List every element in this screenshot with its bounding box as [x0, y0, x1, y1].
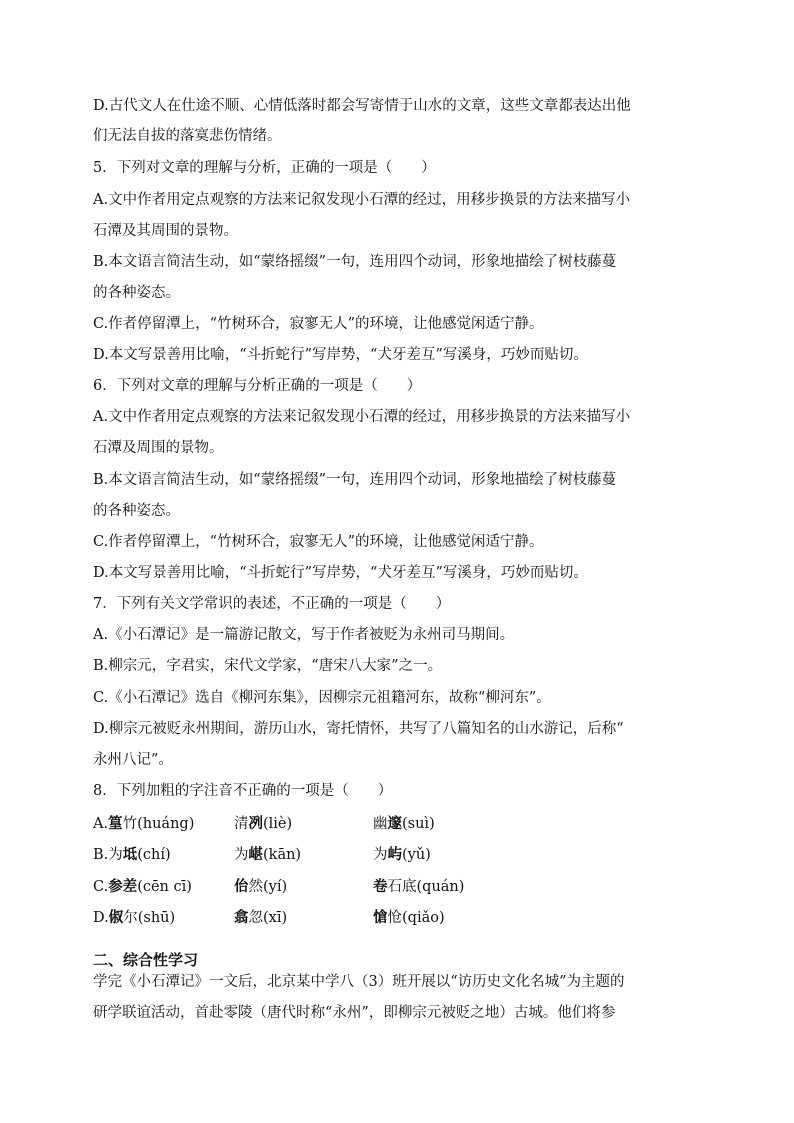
text-line: 永州八记”。 — [93, 752, 173, 768]
text-line: 石潭及其周围的景物。 — [93, 223, 238, 239]
text-line: 的各种姿态。 — [93, 503, 180, 519]
option-d-2: 翕忽(xī) — [234, 909, 288, 926]
text-line: B.本文语言简洁生动，如“蒙络摇缀”一句，连用四个动词，形象地描绘了树枝藤蔓 — [93, 254, 617, 270]
text-line: D.本文写景善用比喻，“斗折蛇行”写岸势，“犬牙差互”写溪身，巧妙而贴切。 — [93, 347, 588, 363]
text-line: 学完《小石潭记》一文后，北京某中学八（3）班开展以“访历史文化名城”为主题的 — [93, 974, 625, 990]
text-line: 研学联谊活动，首赴零陵（唐代时称“永州”，即柳宗元被贬之地）古城。他们将参 — [93, 1005, 616, 1021]
option-b-3: 为屿(yǔ) — [373, 846, 431, 863]
option-c-2: 佁然(yí) — [234, 878, 288, 895]
option-d-1: D.俶尔(shū) — [93, 909, 176, 926]
text-line: C.作者停留潭上，“竹树环合，寂寥无人”的环境，让他感觉闲适宁静。 — [93, 534, 544, 550]
text-line: D.柳宗元被贬永州期间，游历山水，寄托情怀，共写了八篇知名的山水游记，后称“ — [93, 721, 624, 737]
option-c-1: C.参差(cēn cī) — [93, 878, 192, 895]
text-line: 的各种姿态。 — [93, 285, 180, 301]
section-heading: 二、综合性学习 — [93, 951, 199, 969]
text-line: D.古代文人在仕途不顺、心情低落时都会写寄情于山水的文章，这些文章都表达出他 — [93, 98, 631, 114]
text-line: 石潭及周围的景物。 — [93, 440, 224, 456]
text-line: C.作者停留潭上，“竹树环合，寂寥无人”的环境，让他感觉闲适宁静。 — [93, 316, 544, 332]
text-line: A.《小石潭记》是一篇游记散文，写于作者被贬为永州司马期间。 — [93, 627, 515, 643]
option-a-2: 清冽(liè) — [234, 815, 293, 832]
option-b-1: B.为坻(chí) — [93, 846, 171, 863]
text-line: A.文中作者用定点观察的方法来记叙发现小石潭的经过，用移步换景的方法来描写小 — [93, 409, 631, 425]
text-line: C.《小石潭记》选自《柳河东集》，因柳宗元祖籍河东，故称“柳河东”。 — [93, 690, 551, 706]
text-line: 们无法自拔的落寞悲伤情绪。 — [93, 128, 282, 144]
question-6: 6．下列对文章的理解与分析正确的一项是（ ） — [93, 378, 422, 394]
question-7: 7．下列有关文学常识的表述，不正确的一项是（ ） — [93, 596, 451, 612]
text-line: D.本文写景善用比喻，“斗折蛇行”写岸势，“犬牙差互”写溪身，巧妙而贴切。 — [93, 565, 588, 581]
option-d-3: 愴怆(qiǎo) — [373, 909, 445, 926]
question-8: 8．下列加粗的字注音不正确的一项是（ ） — [93, 783, 393, 799]
option-b-2: 为嵁(kān) — [234, 846, 302, 863]
option-a-3: 幽邃(suì) — [373, 815, 435, 832]
question-5: 5．下列对文章的理解与分析，正确的一项是（ ） — [93, 160, 436, 176]
option-c-3: 卷石底(quán) — [373, 878, 465, 895]
text-line: A.文中作者用定点观察的方法来记叙发现小石潭的经过，用移步换景的方法来描写小 — [93, 192, 631, 208]
text-line: B.柳宗元，字君实，宋代文学家，“唐宋八大家”之一。 — [93, 658, 443, 674]
option-a-1: A.篁竹(huáng) — [93, 815, 195, 832]
text-line: B.本文语言简洁生动，如“蒙络摇缀”一句，连用四个动词，形象地描绘了树枝藤蔓 — [93, 472, 617, 488]
